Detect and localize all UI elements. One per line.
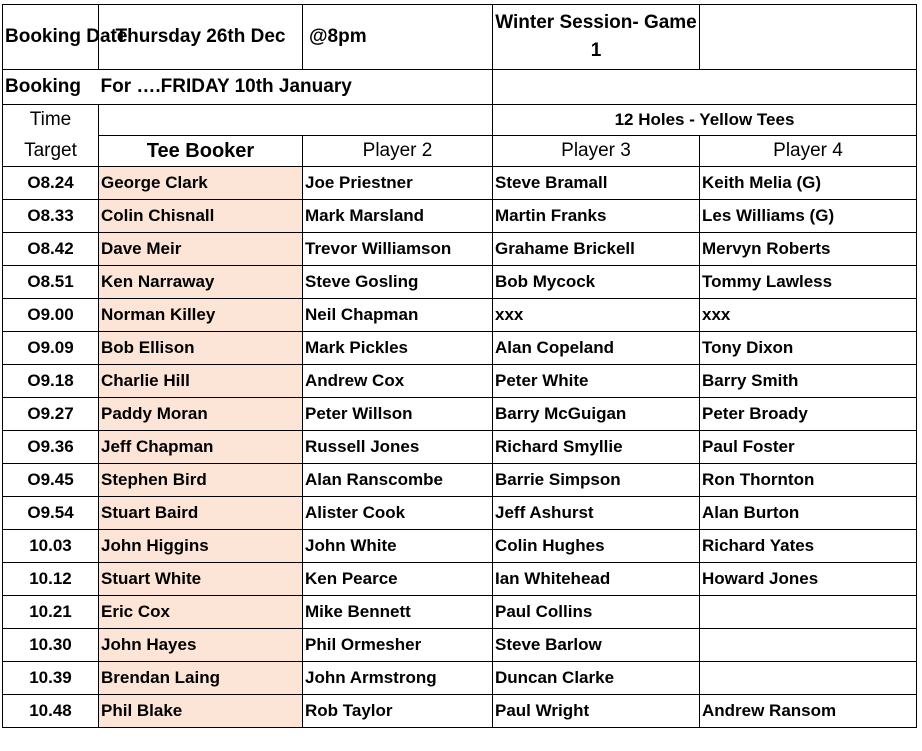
table-row — [3, 464, 917, 497]
tee-booker-cell: Ken Narraway — [99, 266, 303, 299]
table-row — [3, 365, 917, 398]
tee-booker-cell: Charlie Hill — [99, 365, 303, 398]
time-label-blank — [99, 105, 493, 136]
player3-cell: Paul Wright — [493, 695, 700, 728]
booking-label: Booking — [3, 70, 99, 105]
player3-cell: Steve Bramall — [493, 167, 700, 200]
player4-cell: Howard Jones — [700, 563, 917, 596]
player2-cell: Mark Marsland — [303, 200, 493, 233]
player2-cell: Alister Cook — [303, 497, 493, 530]
tee-time-cell: O8.51 — [3, 266, 99, 299]
table-row — [3, 596, 917, 629]
tee-time-cell: O8.33 — [3, 200, 99, 233]
player2-cell: Joe Priestner — [303, 167, 493, 200]
tee-booker-cell: Phil Blake — [99, 695, 303, 728]
booking-date: Thursday 26th Dec — [99, 5, 303, 70]
tee-sheet-table — [2, 4, 917, 728]
player3-cell: Jeff Ashurst — [493, 497, 700, 530]
player4-cell: Keith Melia (G) — [700, 167, 917, 200]
player4-cell: Tommy Lawless — [700, 266, 917, 299]
player4-cell — [700, 662, 917, 695]
table-row — [3, 332, 917, 365]
player4-cell: Mervyn Roberts — [700, 233, 917, 266]
player2-header: Player 2 — [303, 136, 493, 167]
table-row — [3, 431, 917, 464]
player4-cell: Andrew Ransom — [700, 695, 917, 728]
tee-time-cell: O8.24 — [3, 167, 99, 200]
table-row — [3, 266, 917, 299]
booking-date-label: Booking Date — [3, 5, 99, 70]
player4-cell: xxx — [700, 299, 917, 332]
player3-cell: Paul Collins — [493, 596, 700, 629]
tee-time-cell: O9.54 — [3, 497, 99, 530]
player4-cell: Les Williams (G) — [700, 200, 917, 233]
tee-time-cell: 10.21 — [3, 596, 99, 629]
player4-cell: Paul Foster — [700, 431, 917, 464]
table-row — [3, 629, 917, 662]
tee-booker-cell: John Higgins — [99, 530, 303, 563]
player2-cell: Ken Pearce — [303, 563, 493, 596]
player2-cell: John Armstrong — [303, 662, 493, 695]
table-row — [3, 662, 917, 695]
player3-cell: Bob Mycock — [493, 266, 700, 299]
player3-cell: Steve Barlow — [493, 629, 700, 662]
player2-cell: Alan Ranscombe — [303, 464, 493, 497]
player3-cell: Alan Copeland — [493, 332, 700, 365]
table-row — [3, 398, 917, 431]
player3-cell: Duncan Clarke — [493, 662, 700, 695]
tee-booker-cell: Norman Killey — [99, 299, 303, 332]
player2-cell: Mike Bennett — [303, 596, 493, 629]
table-row — [3, 695, 917, 728]
player4-cell: Tony Dixon — [700, 332, 917, 365]
player3-header: Player 3 — [493, 136, 700, 167]
player3-cell: Ian Whitehead — [493, 563, 700, 596]
time-label: Time — [3, 105, 99, 136]
player3-cell: Martin Franks — [493, 200, 700, 233]
table-row — [3, 167, 917, 200]
player4-cell: Richard Yates — [700, 530, 917, 563]
player2-cell: Neil Chapman — [303, 299, 493, 332]
player3-cell: Grahame Brickell — [493, 233, 700, 266]
player3-cell: Barry McGuigan — [493, 398, 700, 431]
player2-cell: Phil Ormesher — [303, 629, 493, 662]
holes-label: 12 Holes - Yellow Tees — [493, 105, 917, 136]
tee-booker-cell: Paddy Moran — [99, 398, 303, 431]
tee-booker-cell: Jeff Chapman — [99, 431, 303, 464]
table-row — [3, 563, 917, 596]
player3-cell: Richard Smyllie — [493, 431, 700, 464]
player2-cell: Andrew Cox — [303, 365, 493, 398]
tee-time-cell: 10.30 — [3, 629, 99, 662]
session-title: Winter Session- Game 1 — [493, 5, 700, 70]
tee-time-cell: 10.48 — [3, 695, 99, 728]
tee-time-cell: 10.39 — [3, 662, 99, 695]
player3-cell: xxx — [493, 299, 700, 332]
tee-time-cell: 10.03 — [3, 530, 99, 563]
tee-booker-cell: Stuart White — [99, 563, 303, 596]
target-label: Target — [3, 136, 99, 167]
tee-booker-cell: Brendan Laing — [99, 662, 303, 695]
player2-cell: Steve Gosling — [303, 266, 493, 299]
tee-time-cell: O9.45 — [3, 464, 99, 497]
player2-cell: Rob Taylor — [303, 695, 493, 728]
tee-booker-cell: Bob Ellison — [99, 332, 303, 365]
player3-cell: Barrie Simpson — [493, 464, 700, 497]
tee-time-cell: O9.00 — [3, 299, 99, 332]
tee-booker-cell: Eric Cox — [99, 596, 303, 629]
booking-for: For ….FRIDAY 10th January — [99, 70, 493, 105]
table-row — [3, 530, 917, 563]
booking-for-blank — [493, 70, 917, 105]
player4-header: Player 4 — [700, 136, 917, 167]
tee-time-cell: O9.09 — [3, 332, 99, 365]
table-row — [3, 200, 917, 233]
player2-cell: Peter Willson — [303, 398, 493, 431]
tee-booker-cell: Dave Meir — [99, 233, 303, 266]
table-row — [3, 233, 917, 266]
tee-booker-cell: Colin Chisnall — [99, 200, 303, 233]
tee-time-cell: 10.12 — [3, 563, 99, 596]
header-blank-cell — [700, 5, 917, 70]
player4-cell: Ron Thornton — [700, 464, 917, 497]
player4-cell — [700, 629, 917, 662]
tee-time-cell: O9.36 — [3, 431, 99, 464]
player2-cell: Mark Pickles — [303, 332, 493, 365]
table-row — [3, 497, 917, 530]
tee-time-cell: O9.18 — [3, 365, 99, 398]
tee-booker-cell: Stephen Bird — [99, 464, 303, 497]
player2-cell: Trevor Williamson — [303, 233, 493, 266]
player4-cell — [700, 596, 917, 629]
player4-cell: Alan Burton — [700, 497, 917, 530]
player2-cell: Russell Jones — [303, 431, 493, 464]
time-label-row — [3, 105, 917, 136]
tee-booker-cell: John Hayes — [99, 629, 303, 662]
tee-time-cell: O9.27 — [3, 398, 99, 431]
player4-cell: Barry Smith — [700, 365, 917, 398]
column-header-row — [3, 136, 917, 167]
table-row — [3, 299, 917, 332]
player3-cell: Colin Hughes — [493, 530, 700, 563]
player4-cell: Peter Broady — [700, 398, 917, 431]
tee-booker-cell: Stuart Baird — [99, 497, 303, 530]
player2-cell: John White — [303, 530, 493, 563]
header-row — [3, 5, 917, 70]
tee-booker-header: Tee Booker — [99, 136, 303, 167]
tee-time-cell: O8.42 — [3, 233, 99, 266]
booking-time: @8pm — [303, 5, 493, 70]
player3-cell: Peter White — [493, 365, 700, 398]
tee-booker-cell: George Clark — [99, 167, 303, 200]
booking-for-row — [3, 70, 917, 105]
